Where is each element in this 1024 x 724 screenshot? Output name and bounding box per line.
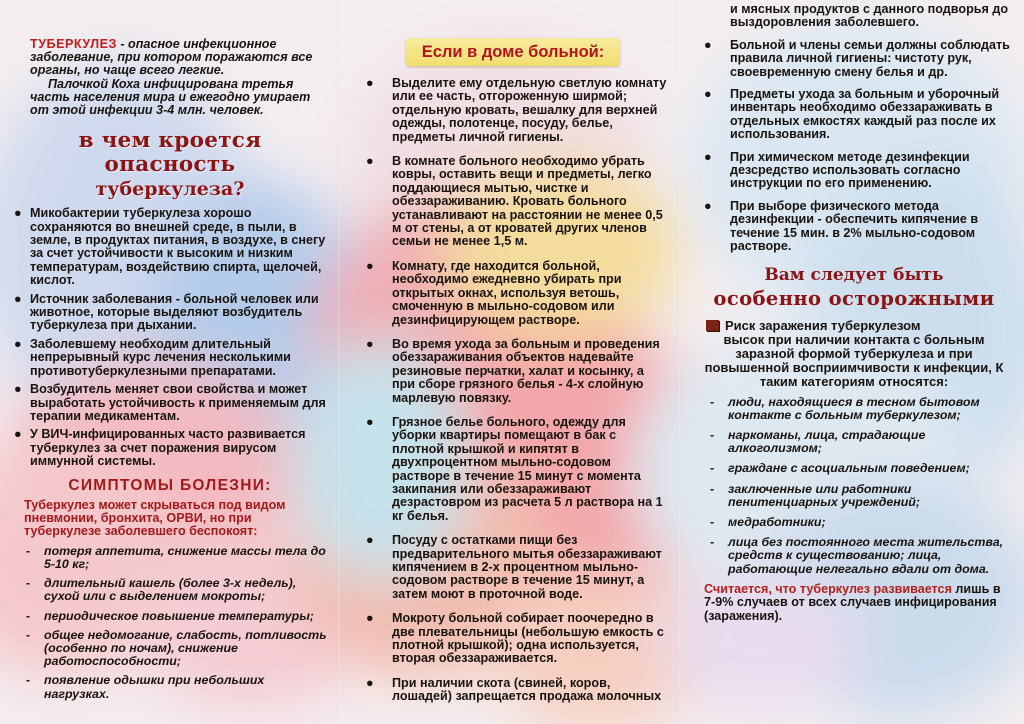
home-care-item: ● Мокроту больной собирает поочередно в две плевательницы (небольшую емкость с плотной крышкой); одна используется, вторая обеззараживается.	[366, 611, 664, 666]
risk-group-item: - лица без постоянного места жительства, средств к существованию; лица, работающие нелегально вдали от дома.	[710, 535, 1004, 576]
fold-line-right	[677, 0, 679, 724]
danger-item: ● Микобактерии туберкулеза хорошо сохраняются во внешней среде, в пыли, в земле, в продуктах питания, в воздухе, в снегу за счет устойчивости к высоким и низким температурам, воздействию спирта, щелочей, кислот.	[14, 206, 326, 288]
home-care-item: ● Комнату, где находится больной, необходимо ежедневно убирать при открытых окнах, используя ветошь, смоченную в мыльно-содовом или дезинфицирующем растворе.	[366, 258, 622, 327]
dash-icon: -	[710, 461, 715, 476]
home-care-list	[358, 77, 668, 704]
panel-risk-groups	[678, 0, 1024, 724]
home-care-item: ● Во время ухода за больным и проведения обеззараживания объектов надевайте резиновые перчатки, халат и косынку, а при сборе грязного белья - 4-х слойную марлевую повязку.	[366, 336, 660, 405]
risk-group-item: - медработники;	[710, 514, 826, 529]
patient-at-home-banner	[406, 38, 620, 66]
risk-groups-list	[696, 396, 1012, 576]
danger-item: ● Источник заболевания - больной человек или животное, которые выделяют возбудитель туберкулеза при дыхании.	[14, 291, 319, 333]
caution-title	[696, 263, 1012, 311]
dash-icon: -	[26, 576, 31, 591]
home-care-item: ● Выделите ему отдельную светлую комнату или ее часть, отгороженную ширмой; отдельную кровать, вешалку для верхней одежды, полотенце, посуду, белье, предметы личной гигиены.	[366, 76, 667, 144]
bullet-icon: ●	[366, 611, 374, 626]
dash-icon: -	[710, 394, 715, 409]
home-care-item: ● При наличии скота (свиней, коров, лошадей) запрещается продажа молочных	[366, 675, 662, 704]
bullet-icon: ●	[366, 258, 374, 273]
home-care-item: ● Грязное белье больного, одежду для уборки квартиры помещают в бак с плотной крышкой и кипятят в двухпроцентном мыльно-содовом растворе в течение 15 минут с момента закипания или обеззараживают дезрастовром из расчета 5 л раствора на 1 кг белья.	[366, 414, 663, 523]
bullet-icon: ●	[704, 87, 712, 102]
caution-title-line1: Вам следует быть	[764, 264, 944, 285]
intro-brand: ТУБЕРКУЛЕЗ	[30, 37, 117, 51]
bullet-icon: ●	[14, 336, 22, 351]
hygiene-item: ● При выборе физического метода дезинфекции - обеспечить кипячение в течение 15 мин. в 2% мыльно-содовом растворе.	[704, 198, 979, 254]
statistics-note-highlight: Считается, что туберкулез развивается	[704, 581, 952, 596]
panel-danger-symptoms	[0, 0, 338, 724]
bullet-icon: ●	[366, 76, 374, 90]
intro-line1: - опасное инфекционное заболевание, при котором поражаются все органы, но чаще всего легкие.	[30, 37, 313, 78]
danger-list	[12, 207, 328, 468]
symptom-item: - потеря аппетита, снижение массы тела до 5-10 кг;	[26, 543, 326, 571]
symptom-item: - периодическое повышение температуры;	[26, 608, 314, 623]
dash-icon: -	[26, 673, 31, 688]
dash-icon: -	[26, 608, 31, 623]
statistics-note-rest: лишь в 7-9% случаев от всех случаев инфицирования (заражения).	[704, 581, 1001, 623]
bullet-icon: ●	[704, 149, 712, 164]
home-care-item: ● В комнате больного необходимо убрать ковры, оставить вещи и предметы, легко поддающиеся мытью, чистке и обеззараживанию. Кровать больного устанавливают на расстоянии не менее 0,5 м от стены, а от кроватей других членов семьи не менее 1,5 м.	[366, 154, 663, 249]
dash-icon: -	[710, 514, 715, 529]
bullet-icon: ●	[366, 533, 374, 548]
risk-rest: высок при наличии контакта с больным заразной формой туберкулеза и при повышенной восприимчивости к инфекции, К таким категориям относятся:	[704, 331, 1004, 390]
dash-icon: -	[26, 627, 31, 642]
bullet-icon: ●	[704, 37, 712, 52]
danger-item: ● У ВИЧ-инфицированных часто развивается туберкулез за счет поражения вирусом иммунной системы.	[14, 427, 306, 469]
intro-text	[30, 38, 328, 117]
box-bullet-icon	[706, 320, 719, 331]
caution-title-line2: особенно осторожными	[713, 286, 995, 310]
bullet-icon: ●	[14, 206, 22, 221]
symptom-item: - появление одышки при небольших нагрузках.	[26, 673, 265, 701]
banner-text: Если в доме больной:	[421, 43, 605, 61]
hygiene-item: ● При химическом методе дезинфекции дезсредство использовать согласно инструкции по его применению.	[704, 149, 970, 191]
bullet-icon: ●	[14, 291, 22, 306]
symptoms-title: СИМПТОМЫ БОЛЕЗНИ:	[68, 476, 272, 494]
bullet-icon: ●	[704, 198, 712, 213]
intro-line2: Палочкой Коха инфицирована третья часть населения мира и ежегодно умирает от этой инфекции 3-4 млн. человек.	[30, 76, 311, 118]
home-care-item: ● Посуду с остатками пищи без предварительного мытья обеззараживают кипячением в 2-х процентном мыльно-содовом растворе в течение 15 минут, а затем моют в проточной воде.	[366, 533, 662, 601]
bullet-icon: ●	[14, 427, 22, 442]
symptom-item: - общее недомогание, слабость, потливость (особенно по ночам), снижение работоспособности;	[26, 627, 327, 669]
symptom-item: - длительный кашель (более 3-х недель), сухой или с выделением мокроты;	[26, 576, 297, 604]
hygiene-item: ● Предметы ухода за больным и уборочный инвентарь необходимо обеззараживать в отдельных емкостях каждый раз после их использования.	[704, 87, 1000, 142]
bullet-icon: ●	[366, 336, 374, 351]
danger-item: ● Заболевшему необходим длительный непрерывный курс лечения несколькими противотуберкулезными препаратами.	[14, 336, 291, 378]
hygiene-item: ● Больной и члены семьи должны соблюдать правила личной гигиены: чистоту рук, своевременную смену белья и др.	[704, 37, 1010, 79]
dash-icon: -	[26, 543, 31, 558]
bullet-icon: ●	[366, 154, 374, 169]
bullet-icon: ●	[14, 382, 22, 397]
statistics-note	[704, 583, 1012, 623]
bullet-icon: ●	[366, 414, 374, 429]
risk-group-item: - заключенные или работники пенитенциарных учреждений;	[710, 481, 921, 509]
dash-icon: -	[710, 427, 715, 442]
symptoms-intro: Туберкулез может скрываться под видом пневмонии, бронхита, ОРВИ, но при туберкулезе заболевшего беспокоят:	[24, 497, 286, 539]
risk-group-item: - люди, находящиеся в тесном бытовом контакте с больным туберкулезом;	[710, 394, 980, 422]
danger-title-line2: туберкулеза?	[95, 178, 245, 201]
panel-patient-at-home	[338, 0, 678, 724]
danger-title	[12, 129, 328, 201]
danger-title-line1: в чем кроется опасность	[78, 128, 262, 178]
risk-group-item: - наркоманы, лица, страдающие алкоголизмом;	[710, 427, 926, 456]
hygiene-list	[696, 39, 1012, 254]
bullet-icon: ●	[366, 675, 374, 690]
fold-line-left	[337, 0, 339, 724]
danger-item: ● Возбудитель меняет свои свойства и может выработать устойчивость к применяемым для терапии медикаментам.	[14, 382, 326, 423]
symptoms-list	[12, 545, 328, 701]
dash-icon: -	[710, 535, 715, 550]
risk-group-item: - граждане с асоциальным поведением;	[710, 461, 970, 476]
dash-icon: -	[710, 481, 715, 496]
risk-paragraph	[696, 319, 1012, 390]
continued-text: и мясных продуктов с данного подворья до выздоровления заболевшего.	[730, 2, 1009, 30]
risk-first-line: Риск заражения туберкулезом	[725, 317, 921, 333]
